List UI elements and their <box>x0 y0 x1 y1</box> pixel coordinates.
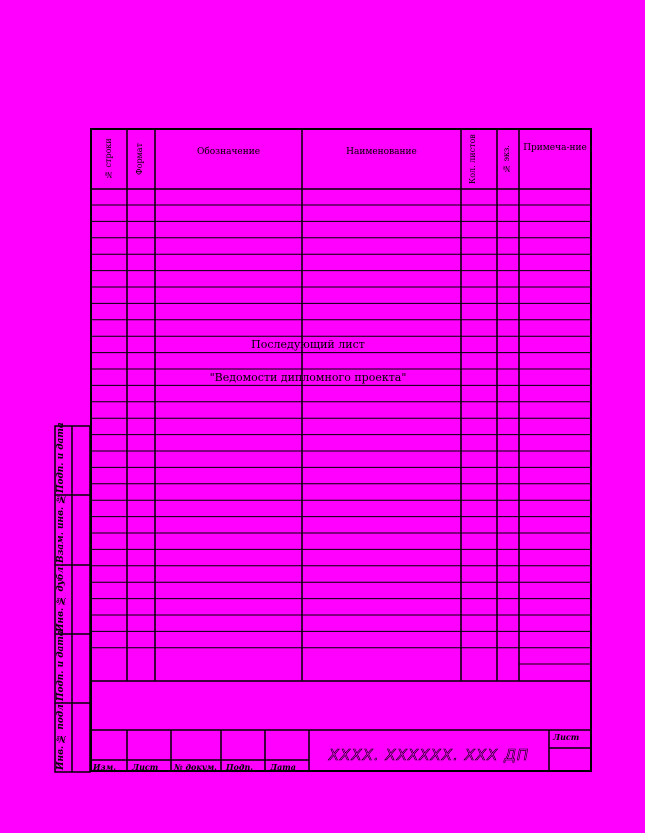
header-line-no: № строки <box>104 138 113 180</box>
strip-sign-date-2: Подп. и дата <box>56 630 66 701</box>
strip-dup-inv: Инв. № дубл. <box>56 563 66 632</box>
header-designation: Обозначение <box>196 147 261 157</box>
tb-sign-label: Подп. <box>226 762 254 772</box>
tb-date-label: Дата <box>270 762 296 772</box>
stamp-code: ХХХХ. ХХХХХХ. ХХХ ДП <box>328 746 530 764</box>
strip-sign-date-1: Подп. и дата <box>56 422 66 493</box>
strip-orig-inv: Инв. № подл. <box>56 701 66 770</box>
tb-doc-no-label: № докум. <box>174 762 217 772</box>
strip-replace-inv: Взам. инв. № <box>56 493 66 563</box>
tb-sheet-label: Лист <box>132 762 159 772</box>
header-name: Наименование <box>346 147 417 157</box>
body-line-next-sheet: Последующий лист <box>251 338 365 351</box>
header-note: Примеча-ние <box>523 143 587 153</box>
header-format: Формат <box>135 143 144 175</box>
body-line-document-title: "Ведомости дипломного проекта" <box>209 371 407 384</box>
header-copy-no: № экз. <box>502 145 511 173</box>
tb-sheet-number-label: Лист <box>553 732 580 742</box>
header-sheet-count: Кол. листов <box>468 134 477 184</box>
tb-change-label: Изм. <box>93 762 117 772</box>
